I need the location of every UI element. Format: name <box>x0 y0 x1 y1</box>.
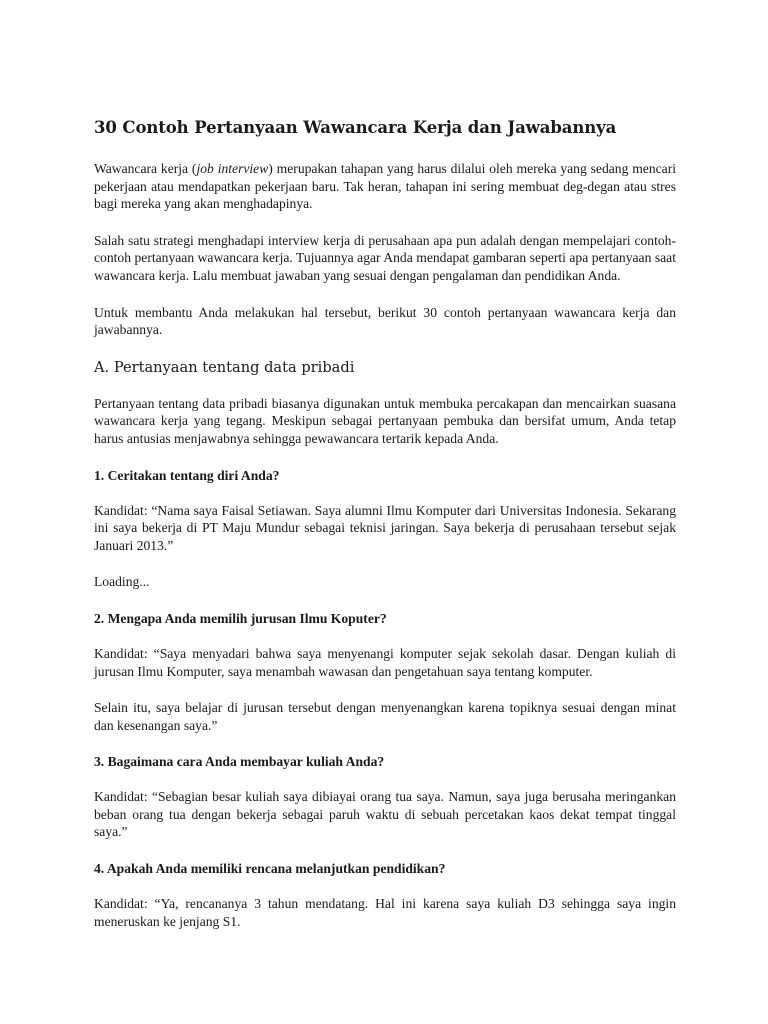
answer-paragraph: Kandidat: “Ya, rencananya 3 tahun mendatang. Hal ini karena saya kuliah D3 sehingga saya ingin meneruskan ke jenjang S1. <box>94 896 676 929</box>
answer-paragraph: Kandidat: “Saya menyadari bahwa saya menyenangi komputer sejak sekolah dasar. Dengan kuliah di jurusan Ilmu Komputer, saya menambah wawasan dan pengetahuan saya tentang komputer. <box>94 645 676 679</box>
question-item-3 <box>94 753 676 841</box>
intro-paragraph-3: Untuk membantu Anda melakukan hal tersebut, berikut 30 contoh pertanyaan wawancara kerja dan jawabannya. <box>94 304 676 338</box>
question-heading: 3. Bagaimana cara Anda membayar kuliah Anda? <box>94 754 385 770</box>
intro-text-start: Wawancara kerja ( <box>94 161 197 176</box>
intro-paragraph-1 <box>94 160 676 213</box>
question-item-1 <box>94 467 676 591</box>
question-list <box>94 467 676 931</box>
answer-paragraph: Kandidat: “Sebagian besar kuliah saya dibiayai orang tua saya. Namun, saya juga berusaha meringankan beban orang tua dengan bekerja sebagai paruh waktu di sebuah percetakan kaos dekat tempat tinggal saya.” <box>94 789 676 840</box>
question-heading: 2. Mengapa Anda memilih jurusan Ilmu Koputer? <box>94 610 387 626</box>
section-a-heading: A. Pertanyaan tentang data pribadi <box>94 358 355 376</box>
question-heading: 4. Apakah Anda memiliki rencana melanjutkan pendidikan? <box>94 861 446 877</box>
question-item-2 <box>94 610 676 734</box>
question-heading: 1. Ceritakan tentang diri Anda? <box>94 467 280 483</box>
intro-text-end: ) merupakan tahapan yang harus dilalui oleh mereka yang sedang mencari pekerjaan atau mendapatkan pekerjaan baru. Tak heran, tahapan ini sering membuat deg-degan atau stres bagi mereka yang akan menghadapinya. <box>94 161 677 212</box>
answer-paragraph: Kandidat: “Nama saya Faisal Setiawan. Saya alumni Ilmu Komputer dari Universitas Indonesia. Sekarang ini saya bekerja di PT Maju Mundur sebagai teknisi jaringan. Saya bekerja di perusahaan tersebut sejak Januari 2013.” <box>94 502 676 553</box>
document-title: 30 Contoh Pertanyaan Wawancara Kerja dan Jawabannya <box>94 118 617 137</box>
loading-text: Loading... <box>94 574 150 590</box>
document-page <box>94 117 676 949</box>
intro-paragraph-2: Salah satu strategi menghadapi interview kerja di perusahaan apa pun adalah dengan mempelajari contoh-contoh pertanyaan wawancara kerja. Tujuannya agar Anda mendapat gambaran seperti apa pertanyaan saat wawancara kerja. Lalu membuat jawaban yang sesuai dengan pengalaman dan pendidikan Anda. <box>94 232 676 283</box>
section-a-intro: Pertanyaan tentang data pribadi biasanya digunakan untuk membuka percakapan dan mencairkan suasana wawancara kerja yang tegang. Meskipun sebagai pertanyaan pembuka dan bersifat umum, Anda tetap harus antusias menjawabnya sehingga pewawancara tertarik kepada Anda. <box>94 395 676 446</box>
question-item-4 <box>94 860 676 930</box>
answer-paragraph: Selain itu, saya belajar di jurusan tersebut dengan menyenangkan karena topiknya sesuai dengan minat dan kesenangan saya.” <box>94 700 676 733</box>
job-interview-term: job interview <box>196 161 269 176</box>
